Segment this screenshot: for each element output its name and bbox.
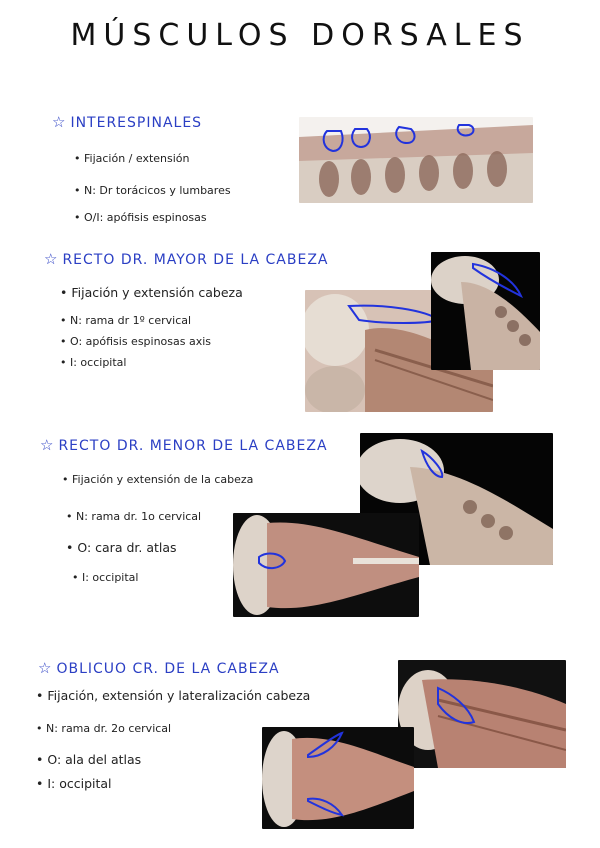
bullet-text: • O: ala del atlas — [36, 752, 142, 767]
rectus-minor-photo-dorsal — [233, 513, 419, 617]
bullet-text: • Fijación / extensión — [74, 152, 190, 165]
page-title: MÚSCULOS DORSALES — [70, 18, 530, 53]
interspinales-dissection-photo — [299, 117, 533, 203]
star-icon: ☆ — [40, 436, 55, 454]
bullet-text: • N: rama dr. 2o cervical — [36, 722, 172, 735]
rectus-major-photo-inset — [431, 252, 540, 370]
bullet-text: • I: occipital — [36, 776, 112, 791]
bullet-text: • O/I: apófisis espinosas — [74, 211, 207, 224]
bullet-text: • I: occipital — [60, 356, 127, 369]
section-heading-recto-mayor: ☆ RECTO DR. MAYOR DE LA CABEZA — [44, 250, 329, 268]
bullet-text: • I: occipital — [72, 571, 139, 584]
bullet-text: • N: rama dr. 1o cervical — [66, 510, 202, 523]
section-heading-oblicuo: ☆ OBLICUO CR. DE LA CABEZA — [38, 659, 280, 677]
bullet-text: • N: Dr torácicos y lumbares — [74, 184, 231, 197]
star-icon: ☆ — [38, 659, 53, 677]
bullet-text: • Fijación, extensión y lateralización cabeza — [36, 688, 311, 703]
bullet-text: • N: rama dr 1º cervical — [60, 314, 192, 327]
oblique-photo-dorsal — [262, 727, 414, 829]
bullet-text: • Fijación y extensión de la cabeza — [62, 473, 254, 486]
star-icon: ☆ — [52, 113, 67, 131]
section-heading-interespinales: ☆ INTERESPINALES — [52, 113, 203, 131]
oblique-photo-lateral — [398, 660, 566, 768]
section-heading-recto-menor: ☆ RECTO DR. MENOR DE LA CABEZA — [40, 436, 328, 454]
star-icon: ☆ — [44, 250, 59, 268]
bullet-text: • O: apófisis espinosas axis — [60, 335, 212, 348]
bullet-text: • O: cara dr. atlas — [66, 540, 177, 555]
bullet-text: • Fijación y extensión cabeza — [60, 285, 243, 300]
